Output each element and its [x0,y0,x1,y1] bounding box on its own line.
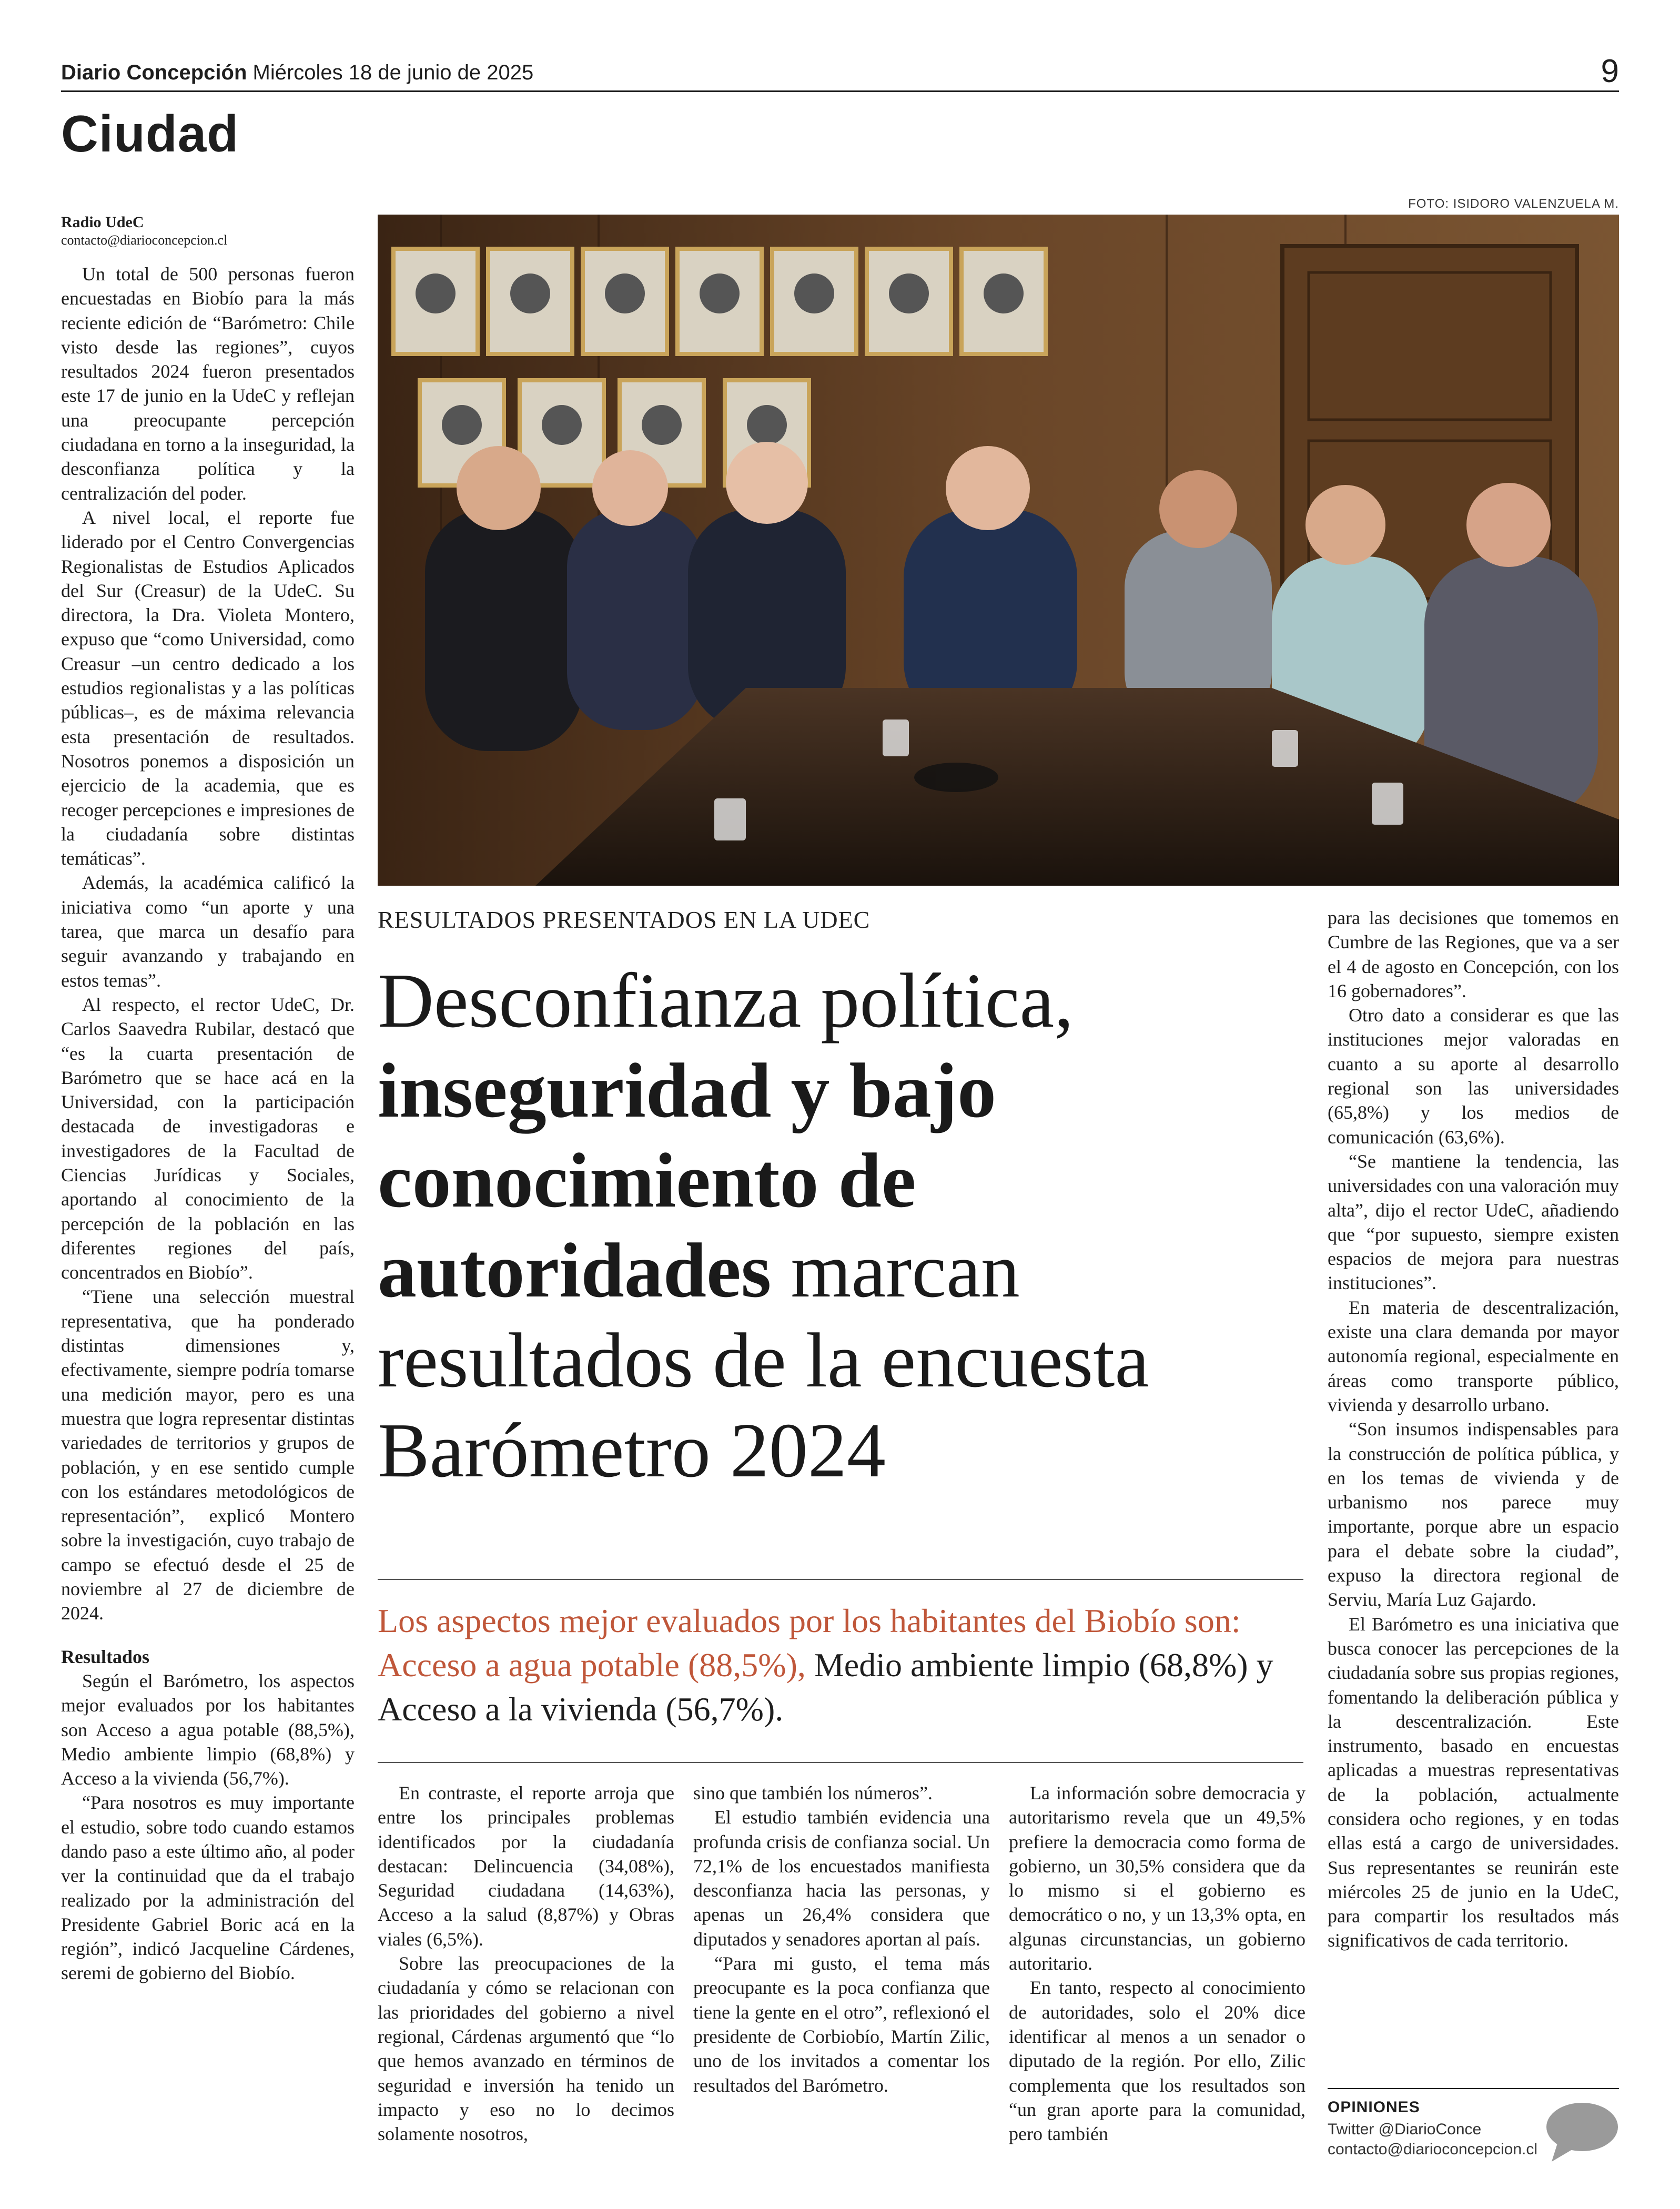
headline-rule-bottom [378,1762,1303,1763]
paragraph: Un total de 500 personas fueron encuestadas en Biobío para la más reciente edición de “Barómetro: Chile visto desde las regiones”, cuyos resultados 2024 fueron presentados este 17 de junio en la UdeC y reflejan una preocupante percepción ciudadana en torno a la inseguridad, la desconfianza política y la centralización del poder. [61,264,355,504]
paragraph: La información sobre democracia y autoritarismo revela que un 49,5% prefiere la democracia como forma de gobierno, un 30,5% considera que da lo mismo si el gobierno es democrático o no, y un 13,3% opta, en algunas circunstancias, un gobierno autoritario. [1009,1782,1305,1974]
page-number: 9 [1601,53,1619,89]
deck-rest: Medio ambiente limpio (68,8%) y Acceso a la vivienda (56,7%). [378,1646,1273,1728]
article-column-4 [1009,1781,1305,2146]
masthead [61,61,533,85]
paragraph: “Son insumos indispensables para la construcción de política pública, y en los temas de vivienda y de urbanismo nos parece muy importante, porque abre un espacio para el debate sobre la ciudad”, expuso la directora regional de Serviu, María Luz Gajardo. [1328,1418,1619,1610]
paragraph: El estudio también evidencia una profunda crisis de confianza social. Un 72,1% de los encuestados manifiesta desconfianza hacia las personas, y apenas un 26,4% considera que diputados y senadores aportan al país. [693,1807,990,1950]
article-column-1 [61,262,355,1985]
headline-line: Desconfianza política, [378,958,1074,1044]
headline-rule-top [378,1579,1303,1580]
deck-highlight: Los aspectos mejor evaluados por los habitantes del Biobío son: Acceso a agua potable (88,5%), [378,1602,1241,1684]
paragraph: El Barómetro es una iniciativa que busca conocer las percepciones de la ciudadanía sobre sus propias regiones, fomentando la deliberación pública y la descentralización. Este instrumento, basado en encuestas aplicadas a muestras representativas de la población, actualmente considera ocho regiones, y en todas ellas está a cargo de universidades. Sus representantes se reunirán este miércoles 25 de junio en la UdeC, para compartir los resultados más significativos de cada territorio. [1328,1613,1619,1951]
paragraph: Además, la académica calificó la iniciativa como “un aporte y una tarea, que marca un desafío para seguir avanzando y trabajando en estos temas”. [61,872,355,991]
article-column-5 [1328,906,1619,1953]
paragraph: sino que también los números”. [693,1782,933,1803]
speech-bubble-icon [1542,2100,1619,2163]
paragraph: Según el Barómetro, los aspectos mejor evaluados por los habitantes son Acceso a agua potable (88,5%), Medio ambiente limpio (68,8%) y Acceso a la vivienda (56,7%). [61,1670,355,1789]
paragraph: Al respecto, el rector UdeC, Dr. Carlos Saavedra Rubilar, destacó que “es la cuarta presentación de Barómetro que se hace acá en la Universidad, con la participación destacada de investigadoras e investigadores de la Facultad de Ciencias Jurídicas y Sociales, aportando al conocimiento de la percepción de la población en las diferentes regiones del país, concentrados en Biobío”. [61,994,355,1283]
photo-credit: FOTO: ISIDORO VALENZUELA M. [1408,197,1619,211]
paragraph: En contraste, el reporte arroja que entre los principales problemas identificados por la ciudadanía destacan: Delincuencia (34,08%), Seguridad ciudadana (14,63%), Acceso a la salud (8,87%) y Obras viales (6,5%). [378,1782,674,1950]
article-column-3 [693,1781,990,2097]
paragraph: En materia de descentralización, existe una clara demanda por mayor autonomía regional, especialmente en áreas como transporte público, vivienda y desarrollo urbano. [1328,1296,1619,1415]
paragraph: A nivel local, el reporte fue liderado por el Centro Convergencias Regionalistas de Estudios Aplicados del Sur (Creasur) de la UdeC. Su directora, la Dra. Violeta Montero, expuso que “como Universidad, como Creasur –un centro dedicado a los estudios regionalistas y a las políticas públicas–, es de máxima relevancia esta presentación de resultados. Nosotros ponemos a disposición un ejercicio de la academia, que es recoger percepciones e impresiones de la ciudadanía sobre distintas temáticas”. [61,506,355,869]
paragraph: “Para nosotros es muy importante el estudio, sobre todo cuando estamos dando paso a este último año, al poder ver la continuidad que da el trabajo realizado por la administración del Presidente Gabriel Boric acá en la región”, indicó Jacqueline Cárdenes, seremi de gobierno del Biobío. [61,1792,355,1984]
publication-name: Diario Concepción [61,61,247,84]
publication-date: Miércoles 18 de junio de 2025 [252,61,534,84]
paragraph: para las decisiones que tomemos en Cumbre de las Regiones, que va a ser el 4 de agosto en Concepción, con los 16 gobernadores”. [1328,907,1619,1001]
headline-line: resultados de la encuesta [378,1318,1150,1404]
byline-author: Radio UdeC [61,214,144,231]
article-deck [378,1599,1303,1731]
opinions-twitter[interactable]: Twitter @DiarioConce [1328,2121,1482,2138]
paragraph: En tanto, respecto al conocimiento de autoridades, solo el 20% dice identificar al menos a un senador o diputado de la región. Por ello, Zilic complementa que los resultados son “un gran aporte para la comunidad, pero también [1009,1977,1305,2145]
article-column-2 [378,1781,674,2146]
meeting-photo [378,215,1619,886]
headline-line: Barómetro 2024 [378,1407,886,1494]
opinions-label: OPINIONES [1328,2099,1420,2116]
paragraph: “Se mantiene la tendencia, las universidades con una valoración muy alta”, dijo el rector UdeC, añadiendo que “por supuesto, siempre existen espacios de mejora para nuestras instituciones”. [1328,1150,1619,1294]
header-rule [61,90,1619,92]
opinions-rule [1328,2088,1619,2089]
byline-email: contacto@diarioconcepcion.cl [61,232,228,248]
article-headline [378,956,1314,1496]
headline-bold-word: autoridades [378,1228,772,1314]
opinions-email[interactable]: contacto@diarioconcepcion.cl [1328,2141,1538,2158]
headline-light-word: marcan [791,1228,1020,1314]
article-kicker: RESULTADOS PRESENTADOS EN LA UDEC [378,906,871,933]
headline-line: conocimiento de [378,1138,916,1224]
paragraph: Sobre las preocupaciones de la ciudadanía y cómo se relacionan con las prioridades del gobierno a nivel regional, Cárdenas argumentó que “lo que hemos avanzado en términos de seguridad e inversión ha tenido un impacto y eso no lo decimos solamente nosotros, [378,1953,674,2145]
paragraph: Otro dato a considerar es que las instituciones mejor valoradas en cuanto a su aporte al desarrollo regional son las universidades (65,8%) y los medios de comunicación (63,6%). [1328,1005,1619,1148]
headline-line: inseguridad y bajo [378,1048,997,1134]
paragraph: “Tiene una selección muestral representativa, que ha ponderado distintas dimensiones y, efectivamente, siempre podría tomarse una medición mayor, pero es una muestra que logra representar distintas variedades de territorios y grupos de población, y en ese sentido cumple con los estándares metodológicos de representación”, explicó Montero sobre la investigación, cuyo trabajo de campo se efectuó desde el 25 de noviembre al 27 de diciembre de 2024. [61,1286,355,1624]
subheading-resultados: Resultados [61,1646,150,1667]
paragraph: “Para mi gusto, el tema más preocupante es la poca confianza que tiene la gente en el otro”, reflexionó el presidente de Corbiobío, Martín Zilic, uno de los invitados a comentar los resultados del Barómetro. [693,1953,990,2096]
headline-line [378,1226,1314,1316]
byline [61,214,356,249]
section-title: Ciudad [61,105,239,163]
